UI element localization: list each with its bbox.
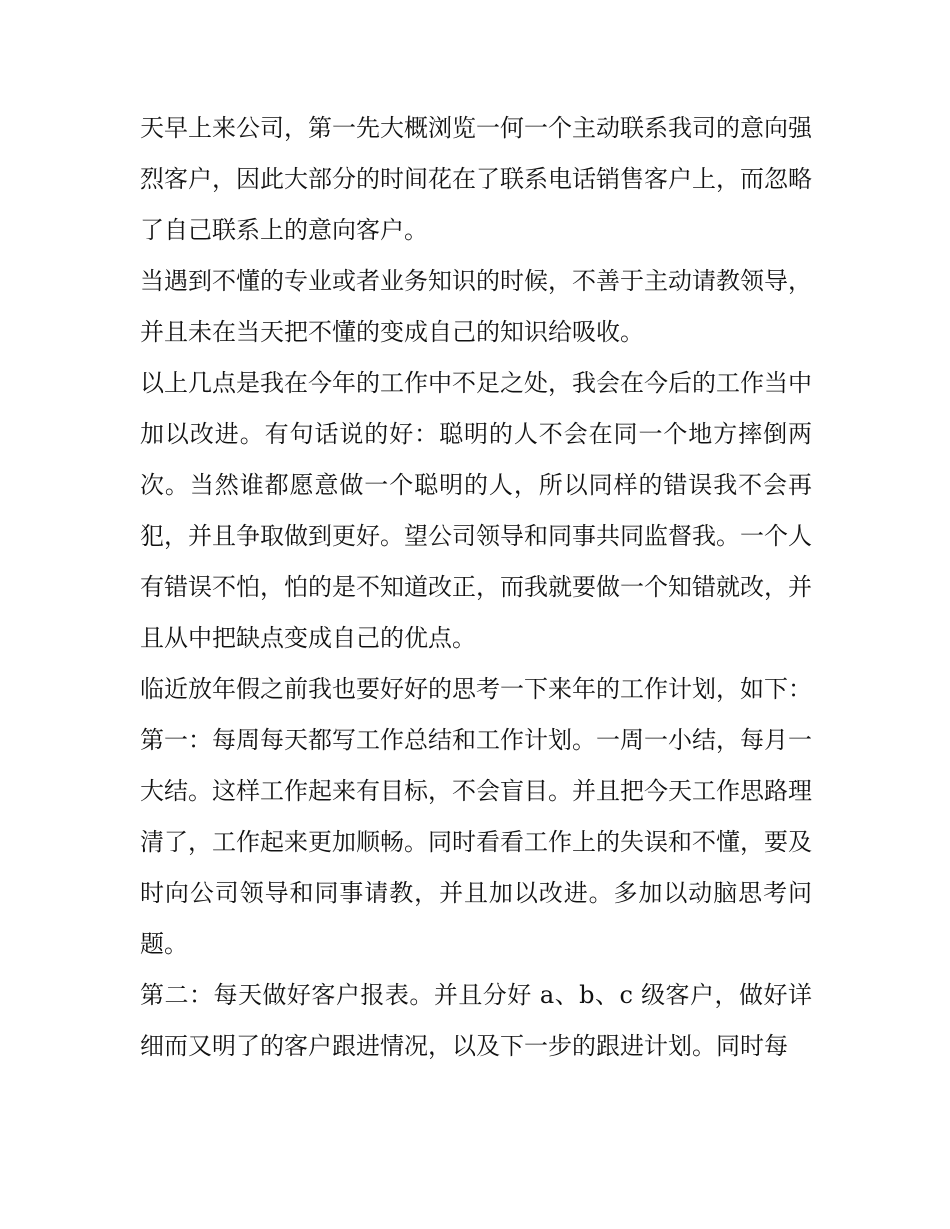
paragraph-plan-first: 第一：每周每天都写工作总结和工作计划。一周一小结，每月一大结。这样工作起来有目标，不会盲目。并且把今天工作思路理清了，工作起来更加顺畅。同时看看工作上的失误和不懂，要及时向公司领导和同事请教，并且加以改进。多加以动脑思考问题。 — [140, 726, 812, 958]
paragraph-next-year-plan: 临近放年假之前我也要好好的思考一下来年的工作计划，如下： — [140, 675, 812, 703]
paragraph-shortcomings: 以上几点是我在今年的工作中不足之处，我会在今后的工作当中加以改进。有句话说的好：聪明的人不会在同一个地方摔倒两次。当然谁都愿意做一个聪明的人，所以同样的错误我不会再犯，并且争取做到更好。望公司领导和同事共同监督我。一个人有错误不怕，怕的是不知道改正，而我就要做一个知错就改，并且从中把缺点变成自己的优点。 — [140, 369, 812, 652]
paragraph-intro-customers: 天早上来公司，第一先大概浏览一何一个主动联系我司的意向强烈客户，因此大部分的时间花在了联系电话销售客户上，而忽略了自己联系上的意向客户。 — [140, 114, 812, 244]
paragraph-ask-leaders: 当遇到不懂的专业或者业务知识的时候，不善于主动请教领导，并且未在当天把不懂的变成自己的知识给吸收。 — [140, 267, 812, 346]
document-body — [140, 103, 812, 1072]
paragraph-plan-second: 第二：每天做好客户报表。并且分好 a、b、c 级客户，做好详细而又明了的客户跟进情况，以及下一步的跟进计划。同时每 — [140, 981, 812, 1060]
